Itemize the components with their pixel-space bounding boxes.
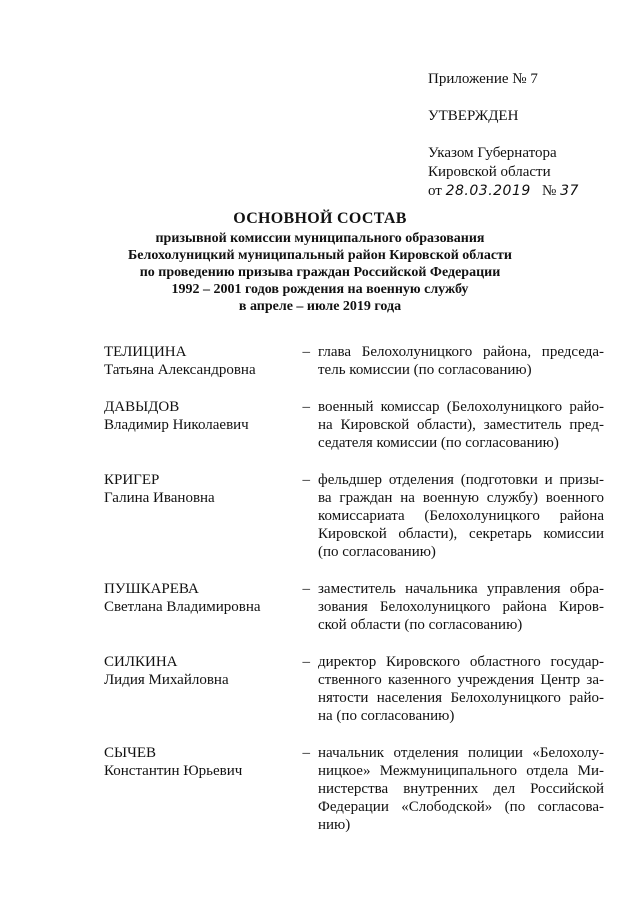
number-prefix: №	[542, 183, 557, 199]
title-line: по проведению призыва граждан Российской Федерации	[139, 265, 501, 280]
member-dash: –	[302, 344, 310, 360]
title-line: Белохолуницкий муниципальный район Кировской области	[128, 248, 512, 263]
member-role	[318, 744, 604, 834]
role-line: тель комиссии (по согласованию)	[318, 362, 532, 378]
member-given-name: Татьяна Александровна	[104, 362, 256, 378]
member-name	[104, 471, 284, 561]
member-surname: КРИГЕР	[104, 472, 160, 488]
member-dash: –	[302, 399, 310, 415]
role-line: фельдшер отделения (подготовки и призы-	[318, 472, 604, 488]
member-dash: –	[302, 654, 310, 670]
handwritten-number: 37	[560, 183, 579, 199]
role-line: начальник отделения полиции «Белохолу-	[318, 745, 604, 761]
title-line: призывной комиссии муниципального образования	[155, 231, 485, 246]
role-line: ственного казенного учреждения Центр за-	[318, 672, 604, 688]
member-role	[318, 653, 604, 725]
member-surname: ТЕЛИЦИНА	[104, 344, 187, 360]
member-name	[104, 744, 284, 834]
member-row	[104, 343, 604, 379]
role-line: ской области (по согласованию)	[318, 617, 523, 633]
role-line: директор Кировского областного государ-	[318, 654, 604, 670]
title-main: ОСНОВНОЙ СОСТАВ	[233, 210, 407, 227]
role-line: (по согласованию)	[318, 544, 436, 560]
role-line: зования Белохолуницкого района Киров-	[318, 599, 604, 615]
decree-date-line	[428, 182, 628, 201]
member-surname: ПУШКАРЕВА	[104, 581, 199, 597]
role-line: седателя комиссии (по согласованию)	[318, 435, 559, 451]
role-line: военный комиссар (Белохолуницкого райо-	[318, 399, 604, 415]
member-name	[104, 343, 284, 379]
document-title	[60, 208, 580, 315]
title-line: в апреле – июле 2019 года	[238, 299, 402, 314]
member-surname: СЫЧЕВ	[104, 745, 157, 761]
member-given-name: Владимир Николаевич	[104, 417, 249, 433]
appendix-number: Приложение № 7	[428, 71, 538, 87]
role-line: заместитель начальника управления обра-	[318, 581, 604, 597]
role-line: ницкое» Межмуниципального отдела Ми-	[318, 763, 604, 779]
member-role	[318, 343, 604, 379]
approved-label: УТВЕРЖДЕН	[428, 108, 519, 124]
member-name	[104, 398, 284, 452]
decree-line-2: Кировской области	[428, 164, 551, 180]
member-given-name: Лидия Михайловна	[104, 672, 229, 688]
commission-members-list	[104, 343, 604, 853]
member-surname: ДАВЫДОВ	[104, 399, 180, 415]
member-row	[104, 744, 604, 834]
member-name	[104, 580, 284, 634]
member-given-name: Константин Юрьевич	[104, 763, 243, 779]
member-row	[104, 398, 604, 452]
role-line: нию)	[318, 817, 351, 833]
role-line: нятости населения Белохолуницкого райо-	[318, 690, 604, 706]
role-line: Кировской области), секретарь комиссии	[318, 526, 604, 542]
role-line: на Кировской области), заместитель пред-	[318, 417, 604, 433]
member-role	[318, 580, 604, 634]
member-given-name: Светлана Владимировна	[104, 599, 261, 615]
member-row	[104, 653, 604, 725]
decree-line-1: Указом Губернатора	[428, 145, 557, 161]
member-dash: –	[302, 472, 310, 488]
member-row	[104, 471, 604, 561]
member-given-name: Галина Ивановна	[104, 490, 215, 506]
handwritten-date: 28.03.2019	[445, 183, 531, 199]
role-line: Федерации «Слободской» (по согласова-	[318, 799, 604, 815]
role-line: ва граждан на военную службу) военного	[318, 490, 604, 506]
document-header	[428, 70, 628, 201]
member-name	[104, 653, 284, 725]
date-prefix: от	[428, 183, 442, 199]
member-row	[104, 580, 604, 634]
member-role	[318, 471, 604, 561]
role-line: глава Белохолуницкого района, председа-	[318, 344, 604, 360]
member-surname: СИЛКИНА	[104, 654, 178, 670]
title-line: 1992 – 2001 годов рождения на военную службу	[171, 282, 469, 297]
member-dash: –	[302, 581, 310, 597]
member-dash: –	[302, 745, 310, 761]
member-role	[318, 398, 604, 452]
role-line: нистерства внутренних дел Российской	[318, 781, 604, 797]
role-line: на (по согласованию)	[318, 708, 455, 724]
role-line: комиссариата (Белохолуницкого района	[318, 508, 604, 524]
